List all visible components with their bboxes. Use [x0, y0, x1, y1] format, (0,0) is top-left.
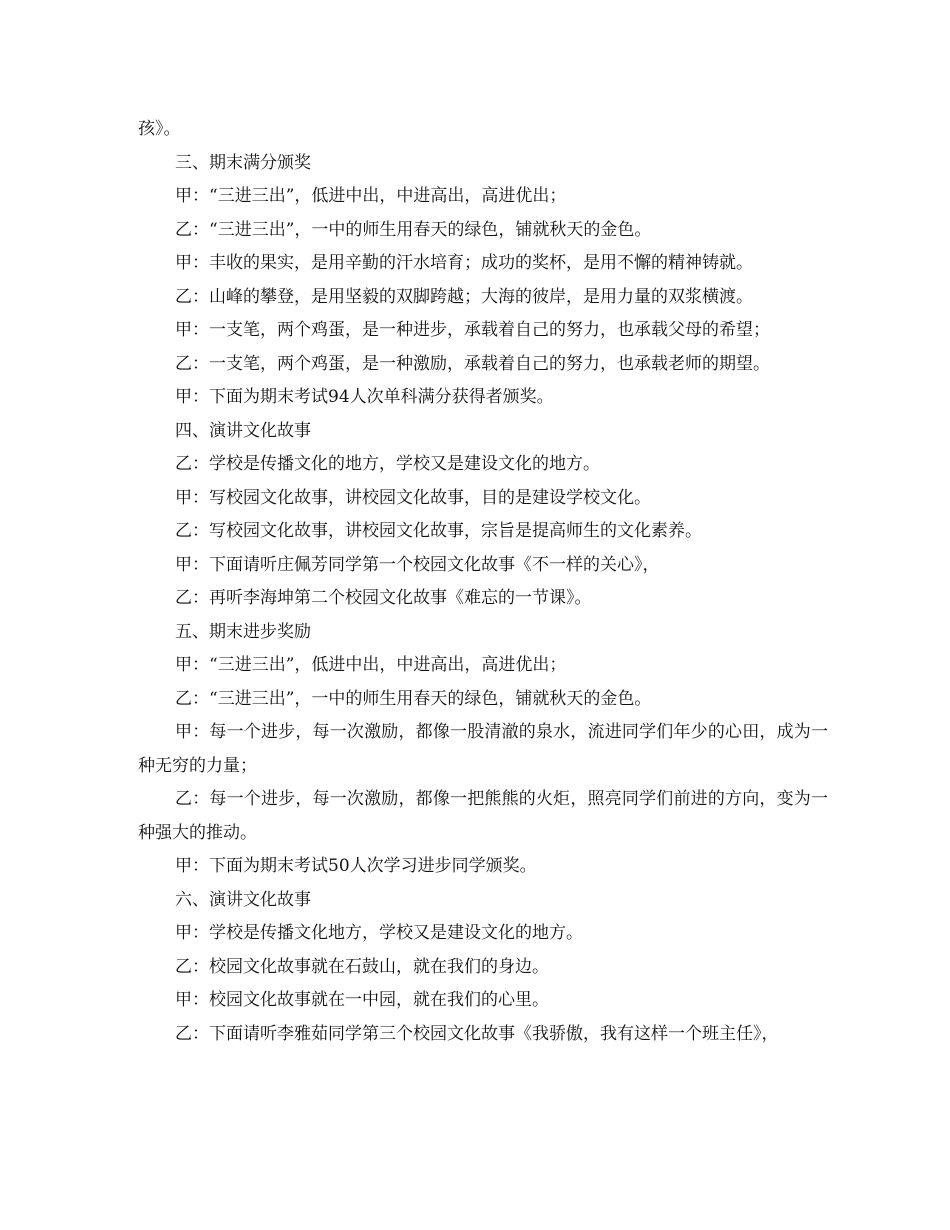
dialogue-line: 甲：写校园文化故事，讲校园文化故事，目的是建设学校文化。: [175, 487, 651, 508]
section-heading: 四、演讲文化故事: [175, 420, 311, 441]
text-line: 孩》。: [138, 119, 181, 139]
dialogue-line: 甲：一支笔，两个鸡蛋，是一种进步，承载着自己的努力，也承载父母的希望；: [175, 320, 770, 340]
document-body: [138, 113, 828, 1051]
dialogue-line: 甲：下面为期末考试50人次学习进步同学颁奖。: [175, 856, 537, 876]
dialogue-line: 甲：下面为期末考试94人次单科满分获得者颁奖。: [175, 387, 554, 407]
dialogue-line: 乙：一支笔，两个鸡蛋，是一种激励，承载着自己的努力，也承载老师的期望。: [175, 353, 770, 374]
section-heading: 三、期末满分颁奖: [175, 152, 311, 173]
section-heading: 五、期末进步奖励: [175, 621, 311, 642]
dialogue-line: 乙：“三进三出”，一中的师生用春天的绿色，铺就秋天的金色。: [175, 219, 652, 240]
dialogue-line: 乙：“三进三出”，一中的师生用春天的绿色，铺就秋天的金色。: [175, 688, 652, 709]
dialogue-line: 乙：再听李海坤第二个校园文化故事《难忘的一节课》。: [175, 588, 592, 608]
dialogue-line: 乙：写校园文化故事，讲校园文化故事，宗旨是提高师生的文化素养。: [175, 521, 702, 541]
dialogue-line: 乙：山峰的攀登，是用坚毅的双脚跨越；大海的彼岸，是用力量的双浆横渡。: [175, 286, 753, 307]
section-heading: 六、演讲文化故事: [175, 889, 311, 910]
dialogue-line: 乙：校园文化故事就在石鼓山，就在我们的身边。: [175, 956, 549, 977]
dialogue-line: 甲：“三进三出”，低进中出，中进高出，高进优出；: [175, 186, 567, 206]
dialogue-line: 乙：学校是传播文化的地方，学校又是建设文化的地方。: [175, 454, 600, 474]
dialogue-line: 甲：下面请听庄佩芳同学第一个校园文化故事《不一样的关心》，: [175, 554, 660, 575]
dialogue-line: 甲：学校是传播文化地方，学校又是建设文化的地方。: [175, 923, 583, 943]
dialogue-line: 甲：丰收的果实，是用辛勤的汗水培育；成功的奖杯，是用不懈的精神铸就。: [175, 253, 753, 273]
dialogue-paragraph: 甲：每一个进步，每一次激励，都像一股清澈的泉水，流进同学们年少的心田，成为一种无穷的力量；: [138, 722, 828, 776]
dialogue-paragraph: 乙：每一个进步，每一次激励，都像一把熊熊的火炬，照亮同学们前进的方向，变为一种强大的推动。: [138, 789, 828, 843]
dialogue-line: 甲：校园文化故事就在一中园，就在我们的心里。: [175, 990, 549, 1010]
dialogue-line: 甲：“三进三出”，低进中出，中进高出，高进优出；: [175, 655, 567, 675]
dialogue-paragraph: 乙：下面请听李雅茹同学第三个校园文化故事《我骄傲，我有这样一个班主任》，: [175, 1023, 779, 1044]
